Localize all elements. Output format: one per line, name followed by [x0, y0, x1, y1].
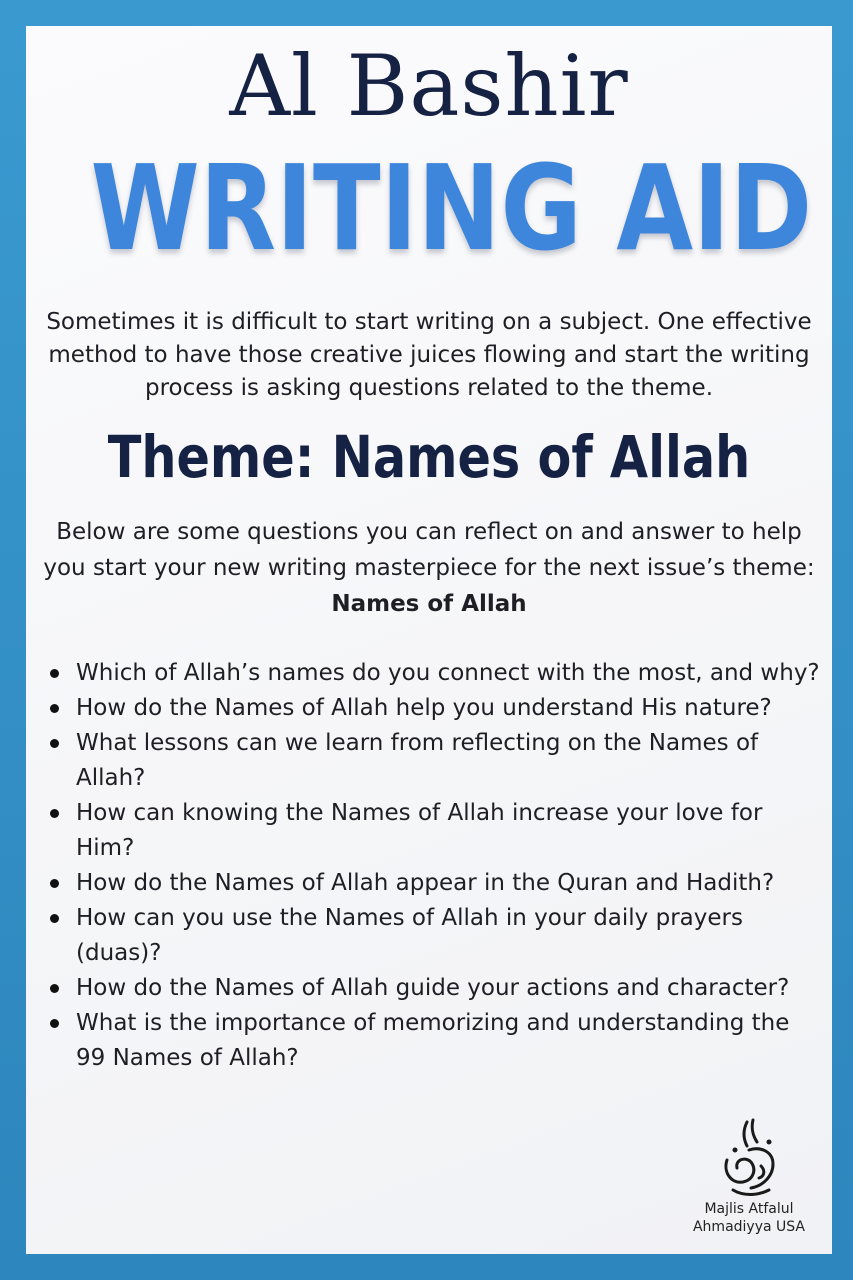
bullet-icon — [50, 704, 59, 713]
bullet-icon — [50, 914, 59, 923]
poster-subtitle: WRITING AID — [90, 139, 813, 277]
question-list — [44, 656, 822, 1076]
question-item — [44, 866, 822, 901]
theme-heading: Theme: Names of Allah — [107, 423, 751, 491]
reflect-text: Below are some questions you can reflect on and answer to help you start your new writing masterpiece for the next issue’s theme: — [43, 519, 815, 581]
question-item — [44, 726, 822, 796]
bullet-icon — [50, 879, 59, 888]
question-text: How can knowing the Names of Allah increase your love for Him? — [76, 800, 763, 861]
question-text: What is the importance of memorizing and understanding the 99 Names of Allah? — [76, 1010, 790, 1071]
reflect-paragraph — [32, 514, 826, 622]
bullet-icon — [50, 984, 59, 993]
bullet-icon — [50, 669, 59, 678]
question-item — [44, 971, 822, 1006]
question-item — [44, 1006, 822, 1076]
logo-line-2: Ahmadiyya USA — [692, 1219, 805, 1235]
logo-line-1: Majlis Atfalul — [704, 1201, 794, 1217]
reflect-theme-bold: Names of Allah — [331, 591, 527, 617]
bullet-icon — [50, 1019, 59, 1028]
bullet-icon — [50, 739, 59, 748]
question-text: How can you use the Names of Allah in your daily prayers (duas)? — [76, 905, 743, 966]
question-text: How do the Names of Allah appear in the Quran and Hadith? — [76, 870, 775, 896]
question-item — [44, 656, 822, 691]
question-text: How do the Names of Allah guide your actions and character? — [76, 975, 790, 1001]
question-item — [44, 901, 822, 971]
poster-title: Al Bashir — [229, 37, 629, 135]
bullet-icon — [50, 809, 59, 818]
question-text: How do the Names of Allah help you understand His nature? — [76, 695, 772, 721]
calligraphy-logo-icon — [713, 1116, 785, 1200]
question-text: What lessons can we learn from reflecting on the Names of Allah? — [76, 730, 759, 791]
intro-paragraph: Sometimes it is difficult to start writing on a subject. One effective method to have those creative juices flowing and start the writing process is asking questions related to the theme. — [46, 309, 812, 401]
poster-panel — [26, 26, 832, 1254]
question-text: Which of Allah’s names do you connect with the most, and why? — [76, 660, 820, 686]
question-item — [44, 796, 822, 866]
question-item — [44, 691, 822, 726]
organization-logo — [684, 1116, 814, 1236]
